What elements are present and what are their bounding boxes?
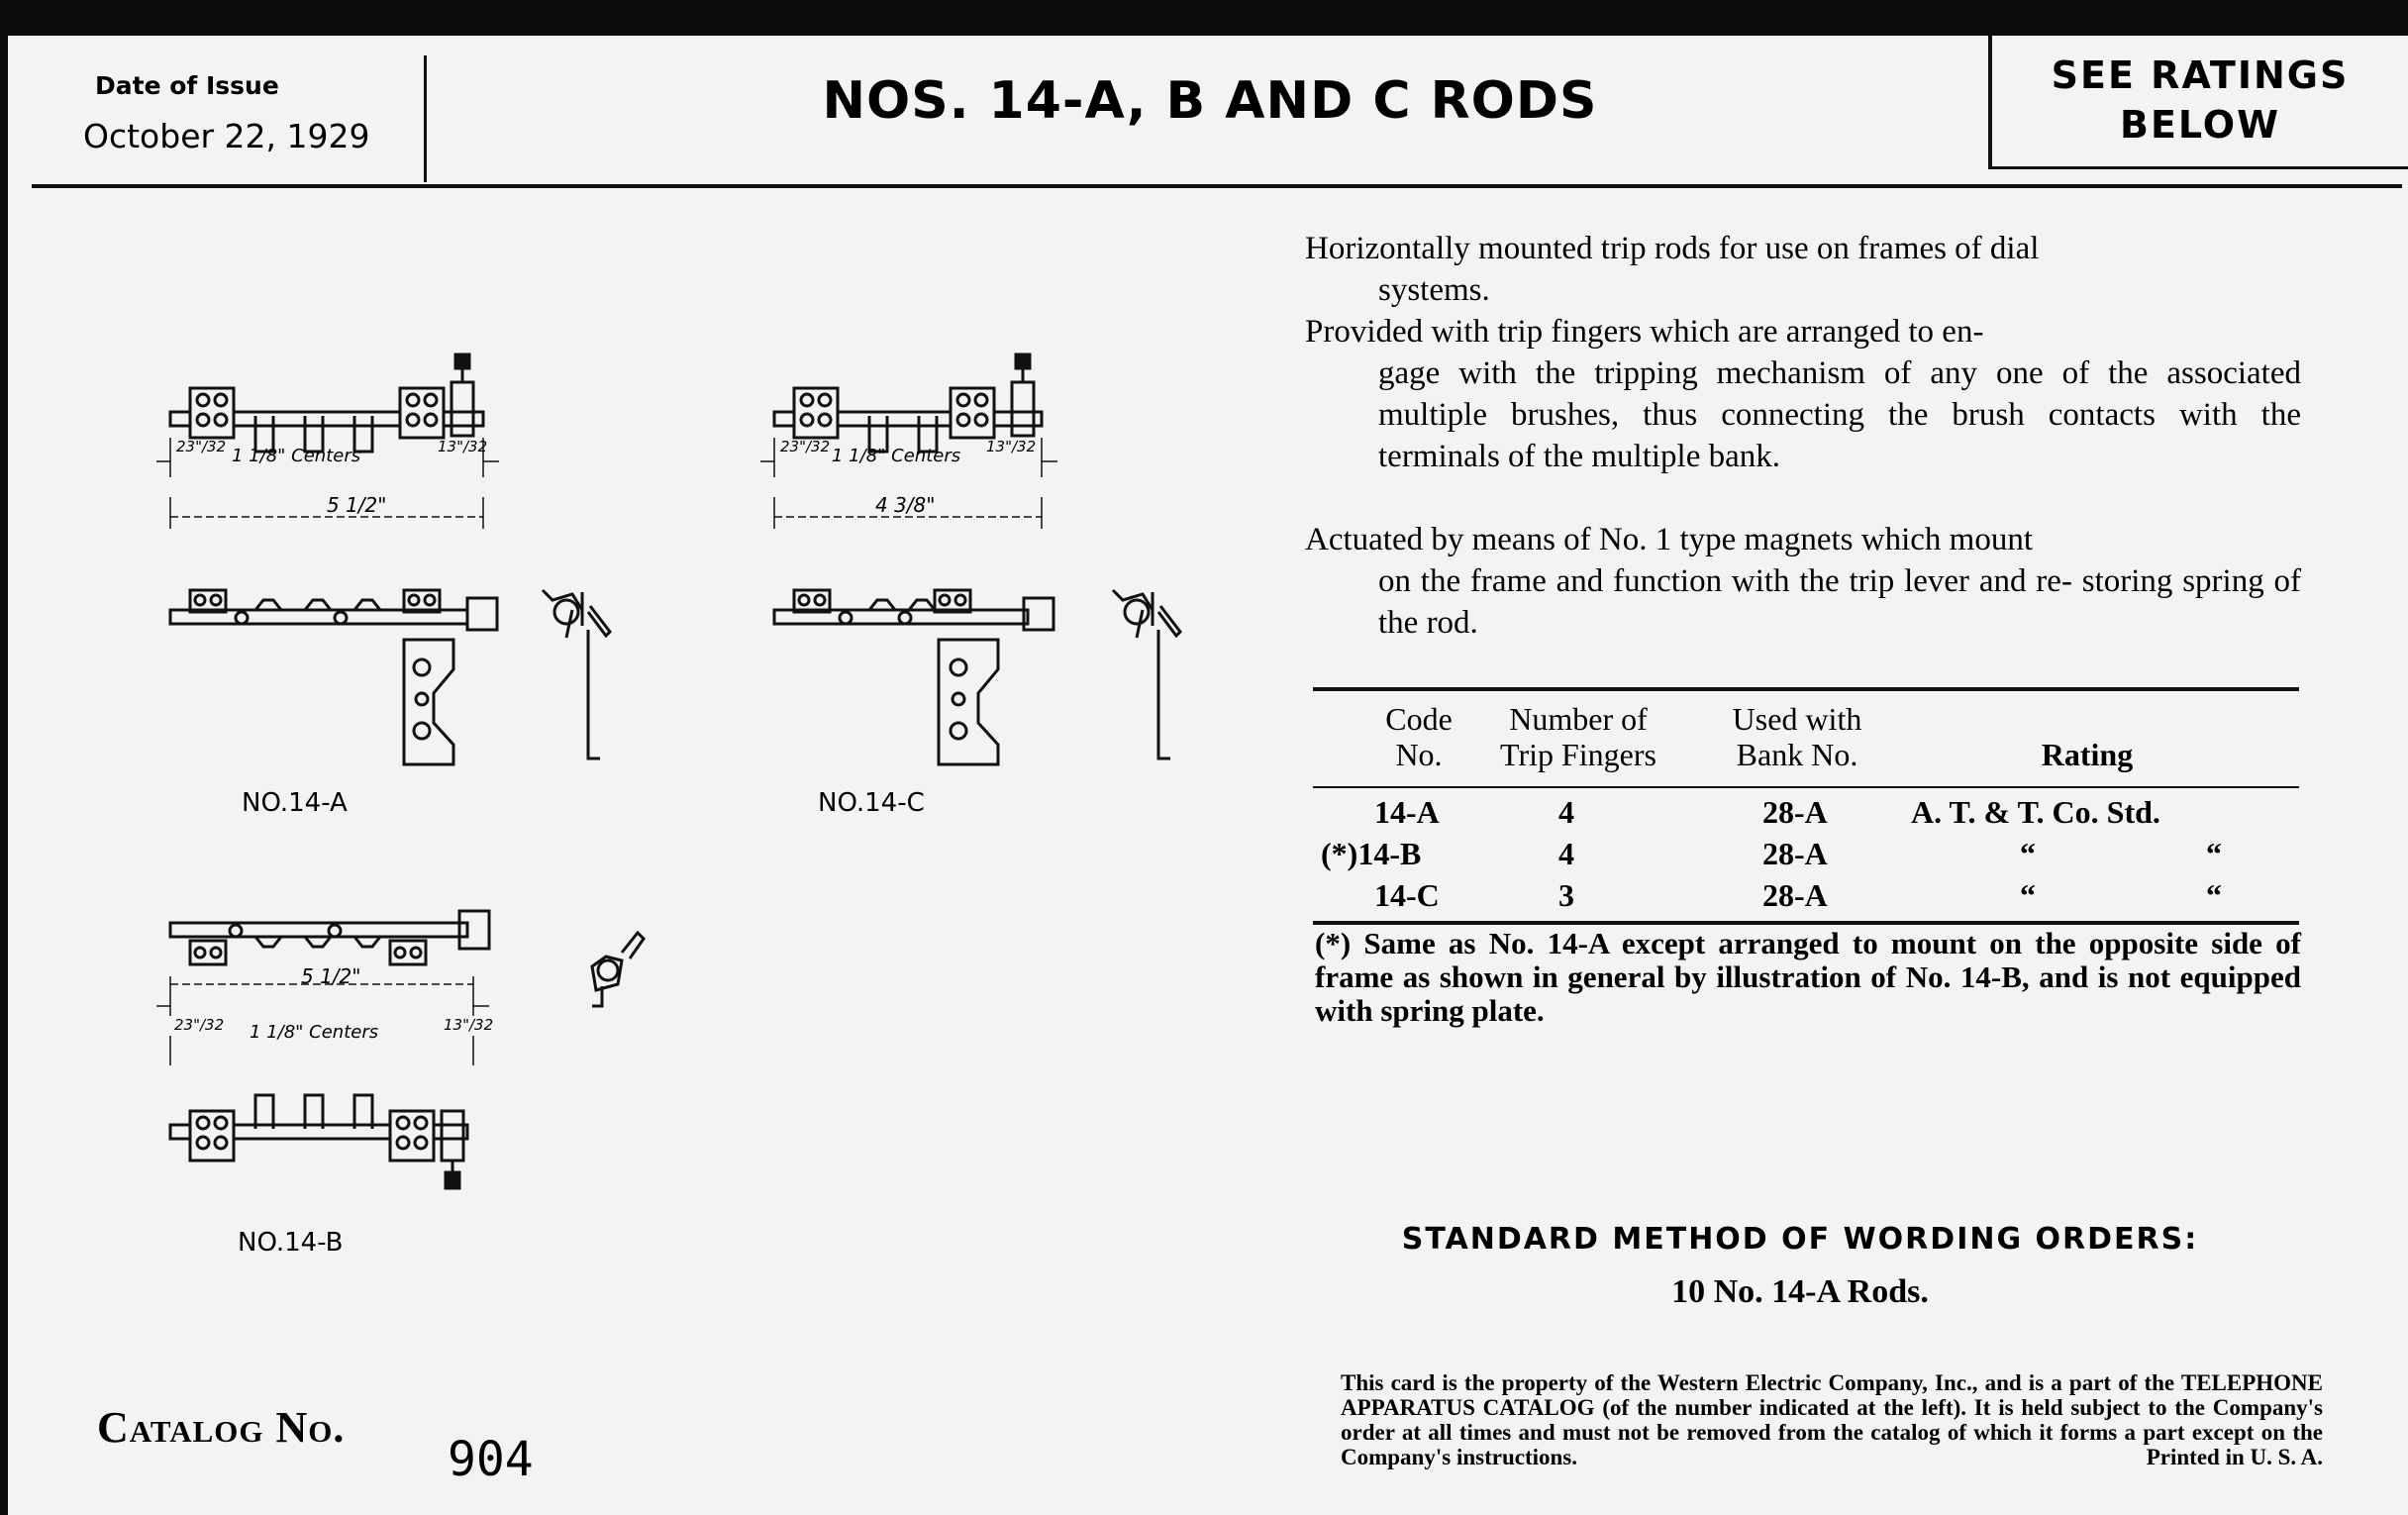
table-header-bank <box>1703 701 1891 772</box>
catalog-number: 904 <box>448 1432 534 1487</box>
figure-14a-right-dim: 13"/32 <box>438 438 488 455</box>
description-2-rest: gage with the tripping mechanism of any one of the associated multiple brushes, thus connecting the brush contacts with the terminals of the multiple bank. <box>1378 355 2301 474</box>
row-ditto-a: “ <box>2020 877 2036 913</box>
figure-14b-left-dim: 23"/32 <box>174 1016 225 1034</box>
row-rating: A. T. & T. Co. Std. <box>1911 794 2160 830</box>
printed-in-usa: Printed in U. S. A. <box>2146 1445 2323 1469</box>
table-header-fingers-line2: Trip Fingers <box>1500 737 1656 772</box>
row-code: 14-C <box>1374 877 1440 913</box>
description-paragraph-2 <box>1305 311 2301 477</box>
figure-14c-caption: NO.14-C <box>818 788 925 818</box>
figure-14b-right-dim: 13"/32 <box>444 1016 494 1034</box>
row-ditto-b: “ <box>2206 836 2222 871</box>
header-divider-left <box>424 55 427 182</box>
table-header-code-line2: No. <box>1395 737 1443 772</box>
description-3-rest: on the frame and function with the trip lever and re- storing spring of the rod. <box>1378 563 2301 641</box>
figure-14c-right-dim: 13"/32 <box>986 438 1037 455</box>
date-of-issue-label: Date of Issue <box>95 71 279 100</box>
figure-14a-total: 5 1/2" <box>327 493 387 517</box>
catalog-card <box>8 36 2408 1515</box>
description-paragraph-3 <box>1305 519 2301 644</box>
table-header-rule <box>1313 786 2299 788</box>
description-3-first-line: Actuated by means of No. 1 type magnets which mount <box>1305 522 2034 557</box>
figure-14c-drawing <box>760 313 1236 768</box>
row-bank: 28-A <box>1762 877 1828 913</box>
figure-14c-centers: 1 1/8" Centers <box>832 446 961 466</box>
figure-14b-caption: NO.14-B <box>238 1228 344 1258</box>
row-bank: 28-A <box>1762 836 1828 871</box>
figure-14a-left-dim: 23"/32 <box>176 438 227 455</box>
figure-14b-total: 5 1/2" <box>301 964 361 988</box>
figure-14a-drawing <box>156 313 671 768</box>
description-1-first-line: Horizontally mounted trip rods for use on frames of dial <box>1305 231 2040 266</box>
description-1-rest: systems. <box>1378 272 1490 308</box>
table-bottom-rule <box>1313 921 2299 925</box>
table-header-fingers-line1: Number of <box>1509 701 1648 737</box>
standard-method-title: STANDARD METHOD OF WORDING ORDERS: <box>1401 1222 2199 1257</box>
table-top-rule <box>1313 687 2299 691</box>
description-2-first-line: Provided with trip fingers which are arranged to en- <box>1305 314 1984 350</box>
figure-14a-caption: NO.14-A <box>242 788 348 818</box>
header-rule <box>32 184 2402 188</box>
row-code: 14-A <box>1374 794 1440 830</box>
figure-14b-drawing <box>156 887 731 1214</box>
figure-14b-centers: 1 1/8" Centers <box>250 1022 379 1043</box>
footnote: (*) Same as No. 14-A except arranged to mount on the opposite side of frame as shown in general by illustration of No. 14-B, and is not equipped with spring plate. <box>1315 926 2301 1028</box>
figure-14a-centers: 1 1/8" Centers <box>232 446 361 466</box>
row-fingers: 4 <box>1558 794 1574 830</box>
fine-print <box>1341 1370 2323 1469</box>
page-title: NOS. 14-A, B AND C RODS <box>822 71 1598 131</box>
description-paragraph-1 <box>1305 228 2301 311</box>
row-ditto-a: “ <box>2020 836 2036 871</box>
date-of-issue-value: October 22, 1929 <box>83 117 370 155</box>
standard-method-value: 10 No. 14-A Rods. <box>1671 1273 1929 1310</box>
table-header-bank-line1: Used with <box>1732 701 1862 737</box>
table-header-code-line1: Code <box>1385 701 1453 737</box>
figure-14c-total: 4 3/8" <box>875 493 936 517</box>
row-ditto-b: “ <box>2206 877 2222 913</box>
table-header-bank-line2: Bank No. <box>1736 737 1858 772</box>
table-header-rating: Rating <box>2041 737 2134 772</box>
row-fingers: 3 <box>1558 877 1574 913</box>
see-ratings-line1: SEE RATINGS <box>2051 53 2350 97</box>
table-header-code <box>1364 701 1473 772</box>
see-ratings-line2: BELOW <box>2120 103 2280 147</box>
row-fingers: 4 <box>1558 836 1574 871</box>
row-bank: 28-A <box>1762 794 1828 830</box>
header-rule-right <box>1988 166 2408 169</box>
catalog-label: Catalog No. <box>97 1403 346 1452</box>
figure-14c-left-dim: 23"/32 <box>780 438 831 455</box>
fine-print-text: This card is the property of the Western Electric Company, Inc., and is a part of the TELEPHONE APPARATUS CATALOG (of the number indicated at the left). It is held subject to the Company's order at all times and must not be removed from the catalog of which it forms a part except on the Company's instructions. <box>1341 1370 2323 1469</box>
row-code: (*)14-B <box>1321 836 1422 871</box>
table-header-fingers <box>1459 701 1697 772</box>
